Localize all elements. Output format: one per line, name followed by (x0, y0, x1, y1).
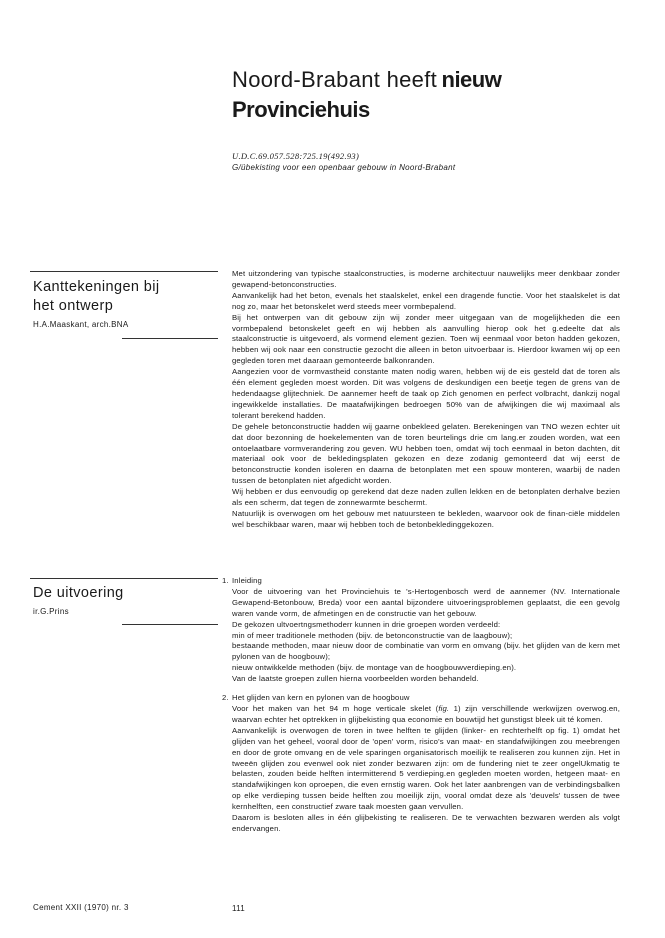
section2-title: De uitvoering (33, 585, 124, 601)
title-part-1: Noord-Brabant heeft (232, 67, 438, 92)
paragraph: Aanvankelijk had het beton, evenals het staalskelet, enkel een dragende functie. Voor het staalskelet is dat nog zo, maar het betonskelet werd steeds meer vormbepalend. (232, 290, 620, 311)
figure-reference: fig. (438, 703, 450, 713)
article-subtitle: G/übekisting voor een openbaar gebouw in Noord-Brabant (232, 163, 456, 172)
section1-body (232, 269, 620, 531)
item1-body (232, 587, 620, 685)
section1-title-line2: het ontwerp (33, 298, 114, 314)
section1-bottom-rule (122, 338, 218, 339)
udc-code: U.D.C.69.057.528:725.19(492.93) (232, 151, 360, 161)
paragraph: Voor de uitvoering van het Provinciehuis te 's-Hertogenbosch werd de aannemer (NV. Internationale Gewapend-Betonbouw, Breda) voor een aantal bijzondere uitvoeringsproblemen geplaatst, die een gevolg waren vande vorm, de afmetingen en de constructie van het gebouw. (232, 586, 620, 618)
journal-reference: Cement XXII (1970) nr. 3 (33, 903, 129, 912)
paragraph: Aangezien voor de vormvastheid constante maten nodig waren, hebben wij de eis gesteld dat de toren als één element gegleden moest worden. Dit was volgens de deskundigen een beetje tegen de grens van de hedendaagse glijtechniek. De aannemer heeft de taak op Zich genomen en perfect volbracht, dankzij nogal ingewikkelde installaties. De maatafwijkingen bedroegen 50% van de afwijkingen die wij maximaal als tolerant berekend hadden. (232, 367, 620, 420)
section1-author: H.A.Maaskant, arch.BNA (33, 320, 129, 329)
paragraph: De gekozen ultvoertngsmethoderr kunnen in drie groepen worden verdeeld: (232, 619, 501, 629)
paragraph-text: 1) zijn verschillende werkwijzen overwog.en, waarvan echter het optrekken in glijbekisting qua economie en bouwtijd het gunstigst bleek uit té komen. (232, 703, 620, 724)
item2-heading (222, 693, 620, 704)
item1-heading-text: Inleiding (232, 576, 262, 585)
paragraph-text: Voor het maken van het 94 m hoge verticale skelet ( (232, 703, 439, 713)
paragraph: Met uitzondering van typische staalconstructies, is moderne architectuur nauwelijks meer denkbaar zonder gewapend-betonconstructies. (232, 269, 620, 289)
section2-top-rule (30, 578, 218, 579)
paragraph (232, 704, 620, 726)
item2-body (232, 704, 620, 835)
section2-author: ir.G.Prins (33, 607, 69, 616)
paragraph: Natuurlijk is overwogen om het gebouw met natuursteen te bekleden, waarvoor ook de finan-ciële middelen wel beschikbaar waren, maar wij hebben toch de betonbekledinggekozen. (232, 508, 620, 529)
section2-body (222, 576, 620, 835)
section1-top-rule (30, 271, 218, 272)
page-number: 111 (232, 904, 246, 913)
paragraph: Van de laatste groepen zullen hierna voorbeelden worden behandeld. (232, 674, 479, 684)
item1-heading (222, 576, 620, 587)
paragraph: nieuw ontwikkelde methoden (bijv. de montage van de hoogbouwverdieping.en). (232, 663, 517, 673)
paragraph: min of meer traditionele methoden (bijv. de betonconstructie van de laagbouw); (232, 630, 513, 640)
section1-title (33, 278, 160, 316)
paragraph: Aanvankelijk is overwogen de toren in twee helften te glijden (linker- en rechterhelft op fig. 1) omdat het glijden van het geheel, vooral door de 'open' vorm, risico's van maat- en standafwijkingen zou meebrengen en door de grote omvang en de vele sparingen organisatorisch moeilijk te realiseren zou kunnen zijn. Het in tweeën glijden zou evenwel ook niet zonder bezwaren zijn: om de fundering niet te zeer ongelUkmatig te belasten, zouden beide helften intermitterend 5 verdieping.en gegleden moeten worden, hetgeen maat- en standafwijkingen kon oproepen, die even ernstig waren. Ook het later aanbrengen van de verbindingsbalken op elke verdieping tussen beide helften zou moeilijk zijn, vooral omdat deze als 'deuvels' tussen de twee kernhelften, een constructief zware taak moesten gaan vervullen. (232, 725, 620, 812)
paragraph: bestaande methoden, maar nieuw door de combinatie van vorm en omvang (bijv. het glijden van de kern met pylonen van de hoogbouw); (232, 641, 620, 662)
item1-number: 1. (222, 576, 229, 585)
section2-bottom-rule (122, 624, 218, 625)
paragraph: De gehele betonconstructie hadden wij gaarne onbekleed gelaten. Berekeningen van TNO wezen echter uit dat door bezonning de hoekelementen van de toren beurtelings drie cm lang.er zouden worden, wat een ontoelaatbare vormverandering zou geven. WU hebben toen, omdat wij toch eenmaal in beton dachten, dit materiaal ook voor de bekledingsplaten gekozen en deze zodanig gemonteerd dat wij eerst de betonconstructie konden isoleren en daarna de betonplaten met een spouw monteren, waarbij de naden tussen de betonplaten niet afgedicht worden. (232, 421, 620, 486)
title-part-3: Provinciehuis (232, 97, 370, 122)
item2-heading-text: Het glijden van kern en pylonen van de hoogbouw (232, 693, 410, 703)
title-part-2: nieuw (441, 67, 502, 92)
paragraph: Daarom is besloten alles in één glijbekisting te realiseren. De te verwachten bezwaren werden als volgt endervangen. (232, 813, 620, 833)
section1-title-line1: Kanttekeningen bij (33, 279, 160, 295)
paragraph: Wij hebben er dus eenvoudig op gerekend dat deze naden zullen lekken en de betonplaten derhalve bezien als een scherm, dat tegen de zonnewarmte beschermt. (232, 487, 620, 508)
item2-number: 2. (222, 693, 229, 703)
article-title (232, 66, 632, 123)
paragraph: Bij het ontwerpen van dit gebouw zijn wij zonder meer uitgegaan van de mogelijkheden die een vormbepalend betonskelet geeft en wij hebben als aanvulling hierop ook het g.edeelte dat als staalconstructie is uitgevoerd, als vormend element gezien. Toen wij eenmaal voor beton hadden gekozen, hebben wij ook naar een constructie gezocht die alleen in beton uitvoerbaar is. Hierdoor kwamen wij op een gegleden toren met daaraan gemonteerde balkonranden. (232, 312, 620, 366)
